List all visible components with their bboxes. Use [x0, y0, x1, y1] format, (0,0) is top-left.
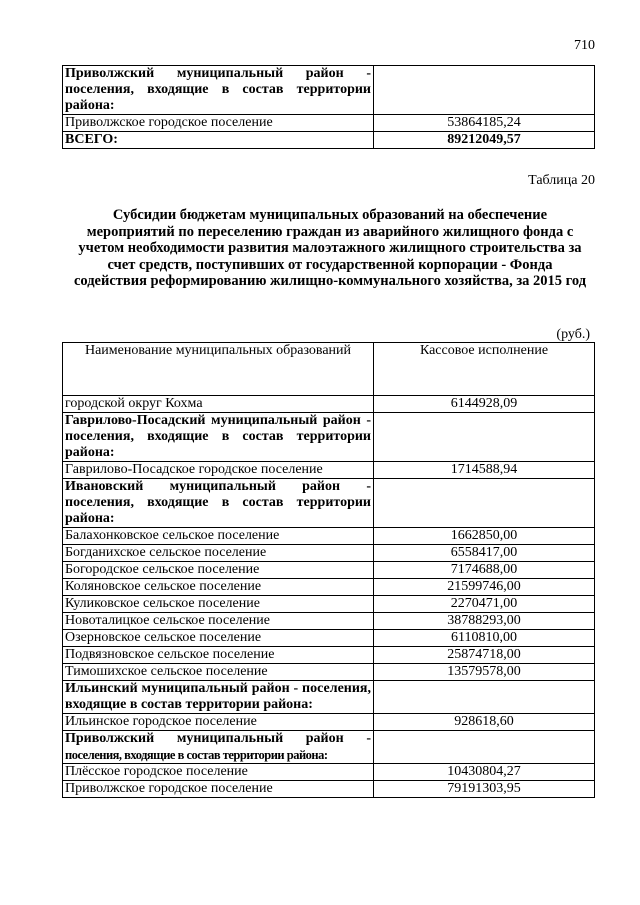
- row-group-name: [63, 731, 374, 764]
- row-value: [374, 479, 595, 528]
- row-value: 6110810,00: [374, 630, 595, 647]
- table-row: [63, 396, 595, 413]
- table-row: [63, 562, 595, 579]
- table-row: [63, 664, 595, 681]
- header-value: Кассовое исполнение: [374, 343, 595, 396]
- table-row: [63, 731, 595, 764]
- row-name: Ильинское городское поселение: [63, 714, 374, 731]
- table-row: [63, 528, 595, 545]
- row-value: [374, 66, 595, 115]
- row-name: Плёсское городское поселение: [63, 764, 374, 781]
- table-label: Таблица 20: [528, 173, 595, 188]
- table-row: [63, 630, 595, 647]
- row-name: Коляновское сельское поселение: [63, 579, 374, 596]
- table-row: [63, 132, 595, 149]
- table-row: [63, 579, 595, 596]
- row-group-name-line1: Приволжский муниципальный район -: [65, 731, 371, 746]
- row-name: Тимошихское сельское поселение: [63, 664, 374, 681]
- row-name: Гаврилово-Посадское городское поселение: [63, 462, 374, 479]
- row-value: 1714588,94: [374, 462, 595, 479]
- row-value: 6558417,00: [374, 545, 595, 562]
- row-name: Новоталицкое сельское поселение: [63, 613, 374, 630]
- table-title: Субсидии бюджетам муниципальных образований на обеспечение мероприятий по переселению граждан из аварийного жилищного фонда с учетом необходимости развития малоэтажного жилищного строительства за счет средств, поступивших от государственной корпорации - Фонда содействия реформированию жилищно-коммунального хозяйства, за 2015 год: [73, 207, 587, 289]
- row-group-name: Гаврилово-Посадский муниципальный район - поселения, входящие в состав территории района:: [63, 413, 374, 462]
- row-name: Озерновское сельское поселение: [63, 630, 374, 647]
- table-row: [63, 714, 595, 731]
- table-row: [63, 413, 595, 462]
- row-name: Балахонковское сельское поселение: [63, 528, 374, 545]
- row-value: 53864185,24: [374, 115, 595, 132]
- row-group-name: Приволжский муниципальный район - поселения, входящие в состав территории района:: [63, 66, 374, 115]
- row-value: 928618,60: [374, 714, 595, 731]
- row-value: 10430804,27: [374, 764, 595, 781]
- row-value: 2270471,00: [374, 596, 595, 613]
- row-group-name: Ивановский муниципальный район - поселения, входящие в состав территории района:: [63, 479, 374, 528]
- row-value: 13579578,00: [374, 664, 595, 681]
- row-name: городской округ Кохма: [63, 396, 374, 413]
- row-name: Богданихское сельское поселение: [63, 545, 374, 562]
- table-row: [63, 462, 595, 479]
- row-total-label: ВСЕГО:: [63, 132, 374, 149]
- main-table: [62, 342, 595, 798]
- table-row: [63, 596, 595, 613]
- row-value: 79191303,95: [374, 781, 595, 798]
- row-value: 25874718,00: [374, 647, 595, 664]
- row-group-name: Ильинский муниципальный район - поселения, входящие в состав территории района:: [63, 681, 374, 714]
- row-value: 21599746,00: [374, 579, 595, 596]
- row-value: 38788293,00: [374, 613, 595, 630]
- table-row: [63, 479, 595, 528]
- row-value: [374, 413, 595, 462]
- row-group-name-line2: поселения, входящие в состав территории района:: [65, 748, 328, 762]
- page-number: 710: [574, 38, 595, 53]
- table-row: [63, 781, 595, 798]
- row-name: Приволжское городское поселение: [63, 781, 374, 798]
- row-value: 1662850,00: [374, 528, 595, 545]
- row-value: 6144928,09: [374, 396, 595, 413]
- row-value: 7174688,00: [374, 562, 595, 579]
- table-row: [63, 545, 595, 562]
- table-row: [63, 66, 595, 115]
- table-row: [63, 681, 595, 714]
- table-row: [63, 647, 595, 664]
- header-row: [63, 343, 595, 396]
- row-value: [374, 731, 595, 764]
- table-row: [63, 764, 595, 781]
- row-total-value: 89212049,57: [374, 132, 595, 149]
- top-table: [62, 65, 595, 149]
- row-name: Подвязновское сельское поселение: [63, 647, 374, 664]
- table-row: [63, 115, 595, 132]
- row-name: Куликовское сельское поселение: [63, 596, 374, 613]
- row-name: Богородское сельское поселение: [63, 562, 374, 579]
- table-row: [63, 613, 595, 630]
- row-value: [374, 681, 595, 714]
- header-name: Наименование муниципальных образований: [63, 343, 374, 396]
- row-name: Приволжское городское поселение: [63, 115, 374, 132]
- unit-label: (руб.): [556, 327, 590, 342]
